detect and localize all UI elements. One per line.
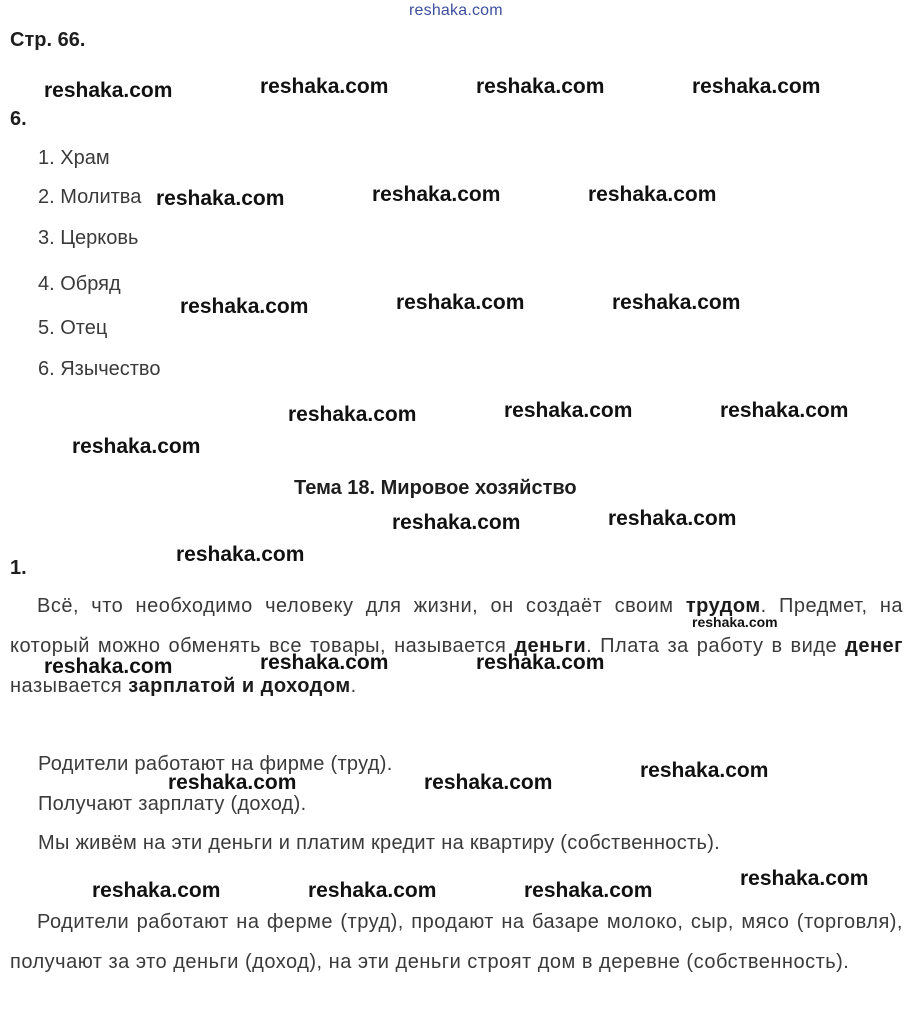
task1-number: 1. bbox=[10, 557, 27, 579]
task6-item-5: 5. Отец bbox=[38, 317, 108, 339]
watermark: reshaka.com bbox=[156, 187, 285, 210]
watermark: reshaka.com bbox=[476, 651, 605, 674]
watermark-small: reshaka.com bbox=[692, 614, 778, 630]
watermark: reshaka.com bbox=[692, 75, 821, 98]
example-line-2: Получают зарплату (доход). bbox=[38, 793, 307, 815]
watermark: reshaka.com bbox=[588, 183, 717, 206]
task6-item-6: 6. Язычество bbox=[38, 358, 161, 380]
watermark: reshaka.com bbox=[608, 507, 737, 530]
answer-money: деньги bbox=[514, 635, 587, 657]
page-label: Стр. 66. bbox=[10, 29, 86, 51]
watermark: reshaka.com bbox=[524, 879, 653, 902]
task6-item-4: 4. Обряд bbox=[38, 273, 121, 295]
watermark: reshaka.com bbox=[44, 79, 173, 102]
task6-number: 6. bbox=[10, 108, 27, 130]
watermark: reshaka.com bbox=[392, 511, 521, 534]
task6-item-1: 1. Храм bbox=[38, 147, 110, 169]
watermark: reshaka.com bbox=[720, 399, 849, 422]
watermark: reshaka.com bbox=[72, 435, 201, 458]
answer-money-genitive: денег bbox=[845, 635, 903, 657]
answer-salary-income: зарплатой и доходом bbox=[128, 675, 351, 697]
task1-paragraph-1: Всё, что необходимо человеку для жизни, он создаёт своим трудом. Предмет, на который можно обменять все товары, называется деньги. Плата за работу в виде денег называется зарплатой и доходом. bbox=[10, 595, 903, 697]
watermark: reshaka.com bbox=[308, 879, 437, 902]
watermark: reshaka.com bbox=[504, 399, 633, 422]
watermark: reshaka.com bbox=[168, 771, 297, 794]
watermark: reshaka.com bbox=[740, 867, 869, 890]
watermark: reshaka.com bbox=[176, 543, 305, 566]
example-line-3: Мы живём на эти деньги и платим кредит на квартиру (собственность). bbox=[38, 832, 721, 854]
task6-item-3: 3. Церковь bbox=[38, 227, 139, 249]
watermark: reshaka.com bbox=[92, 879, 221, 902]
watermark: reshaka.com bbox=[288, 403, 417, 426]
watermark: reshaka.com bbox=[44, 655, 173, 678]
example-line-1: Родители работают на фирме (труд). bbox=[38, 753, 393, 775]
watermark: reshaka.com bbox=[612, 291, 741, 314]
task6-item-2: 2. Молитва bbox=[38, 186, 142, 208]
watermark: reshaka.com bbox=[260, 75, 389, 98]
watermark: reshaka.com bbox=[424, 771, 553, 794]
watermark: reshaka.com bbox=[372, 183, 501, 206]
watermark: reshaka.com bbox=[180, 295, 309, 318]
task1-paragraph-2: Родители работают на ферме (труд), продают на базаре молоко, сыр, мясо (торговля), получают за это деньги (доход), на эти деньги строят дом в деревне (собственность). bbox=[10, 911, 903, 973]
watermark: reshaka.com bbox=[476, 75, 605, 98]
watermark: reshaka.com bbox=[396, 291, 525, 314]
site-watermark: reshaka.com bbox=[409, 2, 503, 19]
answer-labor: трудом bbox=[685, 595, 761, 617]
watermark: reshaka.com bbox=[640, 759, 769, 782]
watermark: reshaka.com bbox=[260, 651, 389, 674]
topic-title: Тема 18. Мировое хозяйство bbox=[294, 477, 577, 499]
